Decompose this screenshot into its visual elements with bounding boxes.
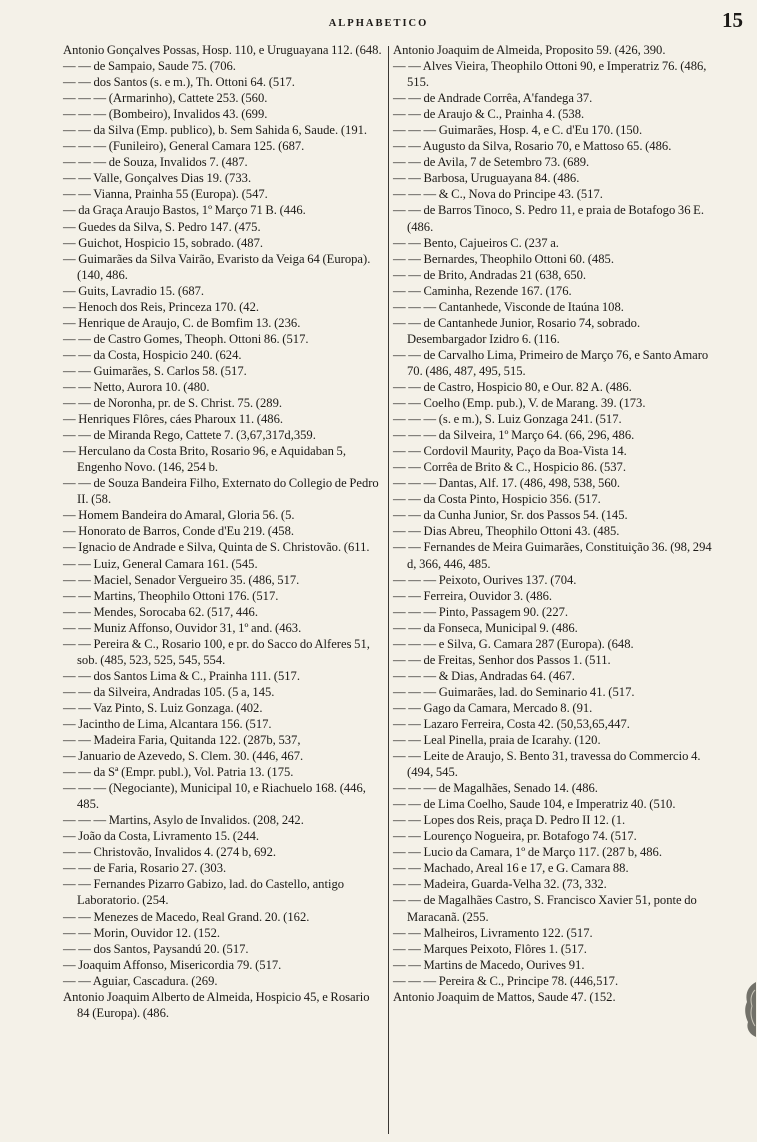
directory-entry: — — — (Bombeiro), Invalidos 43. (699. bbox=[63, 107, 268, 122]
directory-columns bbox=[63, 42, 753, 1137]
directory-entry: — — Gago da Camara, Mercado 8. (91. bbox=[393, 700, 593, 715]
directory-entry: — — Corrêa de Brito & C., Hospicio 86. (537. bbox=[393, 460, 627, 475]
directory-entry: — João da Costa, Livramento 15. (244. bbox=[63, 829, 260, 844]
directory-entry: — Guedes da Silva, S. Pedro 147. (475. bbox=[63, 219, 261, 234]
directory-entry: — — de Lima Coelho, Saude 104, e Imperatriz 40. (510. bbox=[393, 797, 676, 812]
directory-entry: — Henrique de Araujo, C. de Bomfim 13. (236. bbox=[63, 315, 301, 330]
directory-entry: — Joaquim Affonso, Misericordia 79. (517. bbox=[63, 957, 282, 972]
directory-entry: — — Valle, Gonçalves Dias 19. (733. bbox=[63, 171, 252, 186]
directory-entry: — — da Fonseca, Municipal 9. (486. bbox=[393, 620, 578, 635]
directory-entry: — Ignacio de Andrade e Silva, Quinta de S. Christovão. (611. bbox=[63, 540, 370, 555]
directory-entry: — — dos Santos (s. e m.), Th. Ottoni 64. (517. bbox=[63, 75, 295, 90]
directory-entry: — — de Faria, Rosario 27. (303. bbox=[63, 861, 227, 876]
directory-entry: — — Lazaro Ferreira, Costa 42. (50,53,65,447. bbox=[393, 716, 630, 731]
directory-entry: — — Cordovil Maurity, Paço da Boa-Vista 14. bbox=[393, 444, 627, 459]
directory-entry: — Jacintho de Lima, Alcantara 156. (517. bbox=[63, 716, 272, 731]
directory-entry: — — Madeira, Guarda-Velha 32. (73, 332. bbox=[393, 877, 607, 892]
directory-entry: — — — Martins, Asylo de Invalidos. (208, 242. bbox=[63, 813, 304, 828]
directory-entry: — — — Dantas, Alf. 17. (486, 498, 538, 560. bbox=[393, 476, 621, 491]
directory-entry: — — Vianna, Prainha 55 (Europa). (547. bbox=[63, 187, 268, 202]
directory-entry: — — de Castro, Hospicio 80, e Our. 82 A. (486. bbox=[393, 379, 632, 394]
directory-entry: — — — Pereira & C., Principe 78. (446,517. bbox=[393, 973, 619, 988]
directory-entry: — — Augusto da Silva, Rosario 70, e Mattoso 65. (486. bbox=[393, 139, 672, 154]
directory-entry: — — Bernardes, Theophilo Ottoni 60. (485. bbox=[393, 251, 614, 266]
directory-entry: — — da Costa Pinto, Hospicio 356. (517. bbox=[393, 492, 601, 507]
directory-entry: — — Caminha, Rezende 167. (176. bbox=[393, 283, 572, 298]
directory-entry: — Homem Bandeira do Amaral, Gloria 56. (5. bbox=[63, 508, 295, 523]
directory-entry: — — Leite de Araujo, S. Bento 31, travessa do Commercio 4. (494, 545. bbox=[393, 749, 701, 780]
directory-entry: — Guichot, Hospicio 15, sobrado. (487. bbox=[63, 235, 264, 250]
running-title: ALPHABETICO bbox=[328, 18, 429, 29]
directory-entry: — — Lopes dos Reis, praça D. Pedro II 12. (1. bbox=[393, 813, 626, 828]
directory-entry: — — — (Funileiro), General Camara 125. (687. bbox=[63, 139, 305, 154]
directory-entry: — — dos Santos, Paysandú 20. (517. bbox=[63, 941, 249, 956]
directory-entry: — — — (Negociante), Municipal 10, e Riachuelo 168. (446, 485. bbox=[63, 781, 366, 812]
directory-entry: — Henoch dos Reis, Princeza 170. (42. bbox=[63, 299, 260, 314]
directory-entry: — — de Andrade Corrêa, A'fandega 37. bbox=[393, 91, 593, 106]
directory-entry: — — de Brito, Andradas 21 (638, 650. bbox=[393, 267, 587, 282]
directory-entry: — — de Cantanhede Junior, Rosario 74, sobrado. Desembargador Izidro 6. (116. bbox=[393, 315, 641, 346]
directory-entry: — — de Araujo & C., Prainha 4. (538. bbox=[393, 107, 585, 122]
directory-entry: — — Morin, Ouvidor 12. (152. bbox=[63, 925, 221, 940]
directory-entry: — — — Cantanhede, Visconde de Itaúna 108. bbox=[393, 299, 624, 314]
directory-entry: — — Menezes de Macedo, Real Grand. 20. (162. bbox=[63, 909, 310, 924]
directory-entry: Antonio Joaquim de Mattos, Saude 47. (152. bbox=[393, 989, 616, 1004]
directory-entry: — — Martins, Theophilo Ottoni 176. (517. bbox=[63, 588, 279, 603]
directory-entry: — Honorato de Barros, Conde d'Eu 219. (458. bbox=[63, 524, 295, 539]
directory-entry: Antonio Gonçalves Possas, Hosp. 110, e Uruguayana 112. (648. bbox=[63, 43, 382, 57]
directory-entry: — Guits, Lavradio 15. (687. bbox=[63, 283, 205, 298]
directory-entry: — Herculano da Costa Brito, Rosario 96, e Aquidaban 5, Engenho Novo. (146, 254 b. bbox=[63, 444, 347, 475]
directory-entry: — — Vaz Pinto, S. Luiz Gonzaga. (402. bbox=[63, 700, 263, 715]
directory-entry: — — — Guimarães, Hosp. 4, e C. d'Eu 170. (150. bbox=[393, 123, 643, 138]
directory-entry: — — Christovão, Invalidos 4. (274 b, 692. bbox=[63, 845, 277, 860]
directory-entry: — da Graça Araujo Bastos, 1º Março 71 B. (446. bbox=[63, 203, 306, 218]
directory-entry: — — Mendes, Sorocaba 62. (517, 446. bbox=[63, 604, 258, 619]
directory-entry: — — — (s. e m.), S. Luiz Gonzaga 241. (517. bbox=[393, 412, 622, 427]
directory-entry: — — Machado, Areal 16 e 17, e G. Camara 88. bbox=[393, 861, 629, 876]
directory-entry: — — — (Armarinho), Cattete 253. (560. bbox=[63, 91, 268, 106]
directory-entry: — — Bento, Cajueiros C. (237 a. bbox=[393, 235, 559, 250]
directory-entry: — — de Noronha, pr. de S. Christ. 75. (289. bbox=[63, 396, 283, 411]
directory-entry: — — — Pinto, Passagem 90. (227. bbox=[393, 604, 569, 619]
directory-entry: — — de Castro Gomes, Theoph. Ottoni 86. (517. bbox=[63, 331, 309, 346]
directory-entry: — — Barbosa, Uruguayana 84. (486. bbox=[393, 171, 580, 186]
right-column bbox=[393, 42, 713, 1005]
directory-entry: — — — & C., Nova do Principe 43. (517. bbox=[393, 187, 603, 202]
directory-entry: — — da Sª (Empr. publ.), Vol. Patria 13. (175. bbox=[63, 765, 294, 780]
directory-entry: — — de Magalhães Castro, S. Francisco Xavier 51, ponte do Maracanã. (255. bbox=[393, 893, 697, 924]
directory-entry: Antonio Joaquim de Almeida, Proposito 59. (426, 390. bbox=[393, 43, 666, 57]
directory-entry: — — Alves Vieira, Theophilo Ottoni 90, e Imperatriz 76. (486, 515. bbox=[393, 59, 707, 90]
directory-entry: — — Fernandes de Meira Guimarães, Constituição 36. (98, 294 d, 366, 446, 485. bbox=[393, 540, 712, 571]
directory-entry: — — de Avila, 7 de Setembro 73. (689. bbox=[393, 155, 590, 170]
directory-entry: — — — de Souza, Invalidos 7. (487. bbox=[63, 155, 248, 170]
directory-entry: Antonio Joaquim Alberto de Almeida, Hospicio 45, e Rosario 84 (Europa). (486. bbox=[63, 989, 370, 1020]
directory-entry: — — Madeira Faria, Quitanda 122. (287b, 537, bbox=[63, 733, 301, 748]
directory-entry: — — — e Silva, G. Camara 287 (Europa). (648. bbox=[393, 636, 634, 651]
directory-entry: — — de Souza Bandeira Filho, Externato do Collegio de Pedro II. (58. bbox=[63, 476, 379, 507]
directory-entry: — — Pereira & C., Rosario 100, e pr. do Sacco do Alferes 51, sob. (485, 523, 525, 545, 554. bbox=[63, 636, 370, 667]
directory-entry: — — Muniz Affonso, Ouvidor 31, 1º and. (463. bbox=[63, 620, 302, 635]
directory-entry: — — Martins de Macedo, Ourives 91. bbox=[393, 957, 585, 972]
running-head bbox=[0, 6, 757, 36]
directory-entry: — — Marques Peixoto, Flôres 1. (517. bbox=[393, 941, 587, 956]
directory-entry: — — de Freitas, Senhor dos Passos 1. (511. bbox=[393, 652, 611, 667]
directory-entry: — — — Guimarães, lad. do Seminario 41. (517. bbox=[393, 684, 635, 699]
directory-entry: — — Fernandes Pizarro Gabizo, lad. do Castello, antigo Laboratorio. (254. bbox=[63, 877, 345, 908]
directory-entry: — — Leal Pinella, praia de Icarahy. (120. bbox=[393, 733, 601, 748]
directory-entry: — — Lucio da Camara, 1º de Março 117. (287 b, 486. bbox=[393, 845, 662, 860]
directory-entry: — — da Silva (Emp. publico), b. Sem Sahida 6, Saude. (191. bbox=[63, 123, 368, 138]
directory-entry: — — de Sampaio, Saude 75. (706. bbox=[63, 59, 236, 74]
directory-entry: — — dos Santos Lima & C., Prainha 111. (517. bbox=[63, 668, 300, 683]
column-divider bbox=[388, 46, 389, 1134]
directory-entry: — — — Peixoto, Ourives 137. (704. bbox=[393, 572, 577, 587]
directory-entry: — — Luiz, General Camara 161. (545. bbox=[63, 556, 258, 571]
directory-entry: — — Dias Abreu, Theophilo Ottoni 43. (485. bbox=[393, 524, 620, 539]
left-column bbox=[63, 42, 383, 1021]
directory-entry: — — de Carvalho Lima, Primeiro de Março 76, e Santo Amaro 70. (486, 487, 495, 515. bbox=[393, 347, 709, 378]
directory-entry: — — — de Magalhães, Senado 14. (486. bbox=[393, 781, 598, 796]
directory-entry: — — — da Silveira, 1º Março 64. (66, 296, 486. bbox=[393, 428, 635, 443]
directory-entry: — — — & Dias, Andradas 64. (467. bbox=[393, 668, 575, 683]
directory-entry: — — Lourenço Nogueira, pr. Botafogo 74. (517. bbox=[393, 829, 637, 844]
directory-entry: — — de Miranda Rego, Cattete 7. (3,67,317d,359. bbox=[63, 428, 316, 443]
directory-entry: — Guimarães da Silva Vairão, Evaristo da Veiga 64 (Europa). (140, 486. bbox=[63, 251, 371, 282]
library-stamp-mark bbox=[742, 980, 757, 1038]
directory-entry: — — Coelho (Emp. pub.), V. de Marang. 39. (173. bbox=[393, 396, 646, 411]
directory-entry: — — Ferreira, Ouvidor 3. (486. bbox=[393, 588, 553, 603]
page-number: 15 bbox=[722, 8, 743, 32]
directory-entry: — — Guimarães, S. Carlos 58. (517. bbox=[63, 363, 247, 378]
directory-entry: — — Malheiros, Livramento 122. (517. bbox=[393, 925, 593, 940]
directory-entry: — — Maciel, Senador Vergueiro 35. (486, 517. bbox=[63, 572, 300, 587]
directory-entry: — — Aguiar, Cascadura. (269. bbox=[63, 973, 218, 988]
directory-entry: — — da Silveira, Andradas 105. (5 a, 145. bbox=[63, 684, 275, 699]
directory-entry: — — de Barros Tinoco, S. Pedro 11, e praia de Botafogo 36 E. (486. bbox=[393, 203, 704, 234]
directory-entry: — Henriques Flôres, cáes Pharoux 11. (486. bbox=[63, 412, 284, 427]
directory-entry: — — Netto, Aurora 10. (480. bbox=[63, 379, 210, 394]
directory-entry: — — da Costa, Hospicio 240. (624. bbox=[63, 347, 242, 362]
directory-entry: — — da Cunha Junior, Sr. dos Passos 54. (145. bbox=[393, 508, 628, 523]
directory-entry: — Januario de Azevedo, S. Clem. 30. (446, 467. bbox=[63, 749, 304, 764]
